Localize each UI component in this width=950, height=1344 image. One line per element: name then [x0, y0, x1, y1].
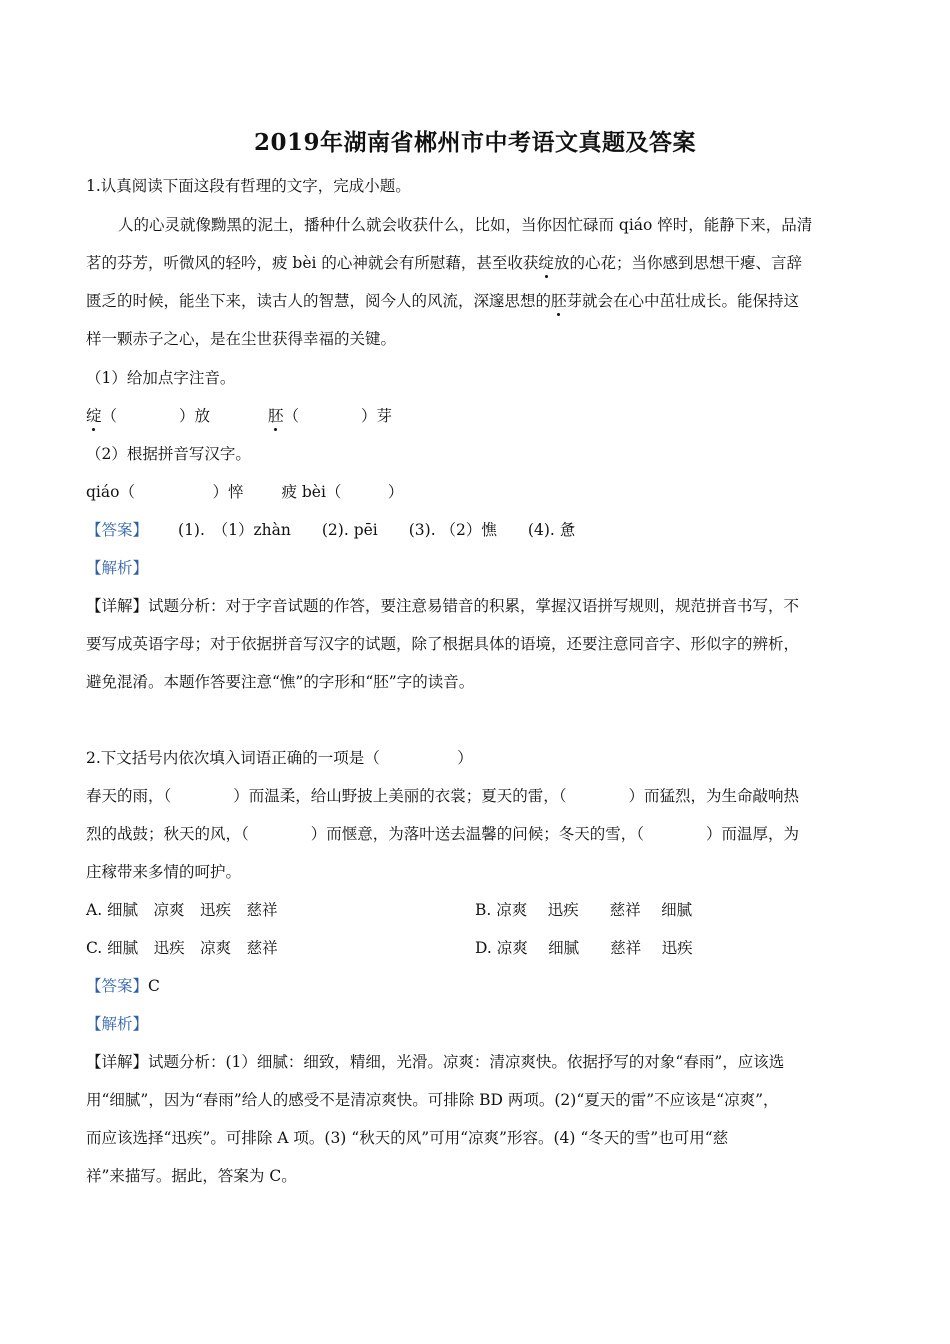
q1-sub1-items: 绽（ ）放 胚（ ）芽: [86, 407, 393, 425]
q2-passage-line-3: 庄稼带来多情的呵护。: [86, 863, 242, 881]
q2-detail-line-4: 祥”来描写。据此，答案为 C。: [86, 1167, 297, 1185]
q2-detail-line-1: 【详解】试题分析：(1）细腻：细致，精细，光滑。凉爽：清凉爽快。依据抒写的对象“春雨”，应该选: [86, 1053, 785, 1071]
q1-passage-line-3: 匮乏的时候，能坐下来，读古人的智慧，阅今人的风流，深邃思想的胚芽就会在心中茁壮成长。能保持这: [86, 292, 800, 310]
q2-detail-line-2: 用“细腻”，因为“春雨”给人的感受不是清凉爽快。可排除 BD 两项。(2)“夏天的雷”不应该是“凉爽”，: [86, 1091, 779, 1109]
q1-sub2: （2）根据拼音写汉字。: [86, 445, 251, 463]
q2-stem: 2.下文括号内依次填入词语正确的一项是（ ）: [86, 749, 473, 767]
q2-option-c: C. 细腻 迅疾 凉爽 慈祥: [86, 939, 278, 957]
q2-detail-line-3: 而应该选择“迅疾”。可排除 A 项。(3) “秋天的风”可用“凉爽”形容。(4) “冬天的雪”也可用“慈: [86, 1129, 729, 1147]
q1-answer: 【答案】 (1). （1）zhàn (2). pēi (3). （2）憔 (4). 惫: [86, 521, 576, 539]
q1-detail-line-3: 避免混淆。本题作答要注意“憔”的字形和“胚”字的读音。: [86, 673, 475, 691]
q1-passage-line-4: 样一颗赤子之心，是在尘世获得幸福的关键。: [86, 330, 397, 348]
q1-detail-line-2: 要写成英语字母；对于依据拼音写汉字的试题，除了根据具体的语境，还要注意同音字、形似字的辨析，: [86, 635, 800, 653]
q2-passage-line-2: 烈的战鼓；秋天的风，（ ）而惬意，为落叶送去温馨的问候；冬天的雪，（ ）而温厚，为: [86, 825, 800, 843]
dotted-char-pei: 胚: [551, 292, 567, 310]
dotted-char-1: 绽: [86, 407, 102, 425]
dotted-char-2: 胚: [268, 407, 284, 425]
q2-option-d: D. 凉爽 细腻 慈祥 迅疾: [475, 939, 693, 957]
q1-passage-line-1: 人的心灵就像黝黑的泥土，播种什么就会收获什么，比如，当你因忙碌而 qiáo 悴时，能静下来，品清: [118, 216, 813, 234]
q1-detail-line-1: 【详解】试题分析：对于字音试题的作答，要注意易错音的积累，掌握汉语拼写规则，规范拼音书写，不: [86, 597, 800, 615]
q2-option-a: A. 细腻 凉爽 迅疾 慈祥: [86, 901, 278, 919]
q1-sub2-items: qiáo（ ）悴 疲 bèi（ ）: [86, 483, 404, 501]
dotted-char-zhan: 绽: [538, 254, 554, 272]
q2-option-b: B. 凉爽 迅疾 慈祥 细腻: [475, 901, 693, 919]
q1-analysis-tag: 【解析】: [86, 559, 149, 577]
q2-passage-line-1: 春天的雨，（ ）而温柔，给山野披上美丽的衣裳；夏天的雷，（ ）而猛烈，为生命敲响热: [86, 787, 800, 805]
q2-analysis-tag: 【解析】: [86, 1015, 149, 1033]
q1-stem: 1.认真阅读下面这段有哲理的文字，完成小题。: [86, 177, 411, 195]
q2-answer: 【答案】C: [86, 977, 160, 995]
document-title: 2019年湖南省郴州市中考语文真题及答案: [253, 129, 696, 156]
answer-tag: 【答案】: [86, 977, 149, 995]
q1-passage-line-2: 茗的芬芳，听微风的轻吟，疲 bèi 的心神就会有所慰藉，甚至收获绽放的心花；当你感到思想干瘪、言辞: [86, 254, 802, 272]
answer-tag: 【答案】: [86, 521, 149, 539]
q1-sub1: （1）给加点字注音。: [86, 369, 236, 387]
